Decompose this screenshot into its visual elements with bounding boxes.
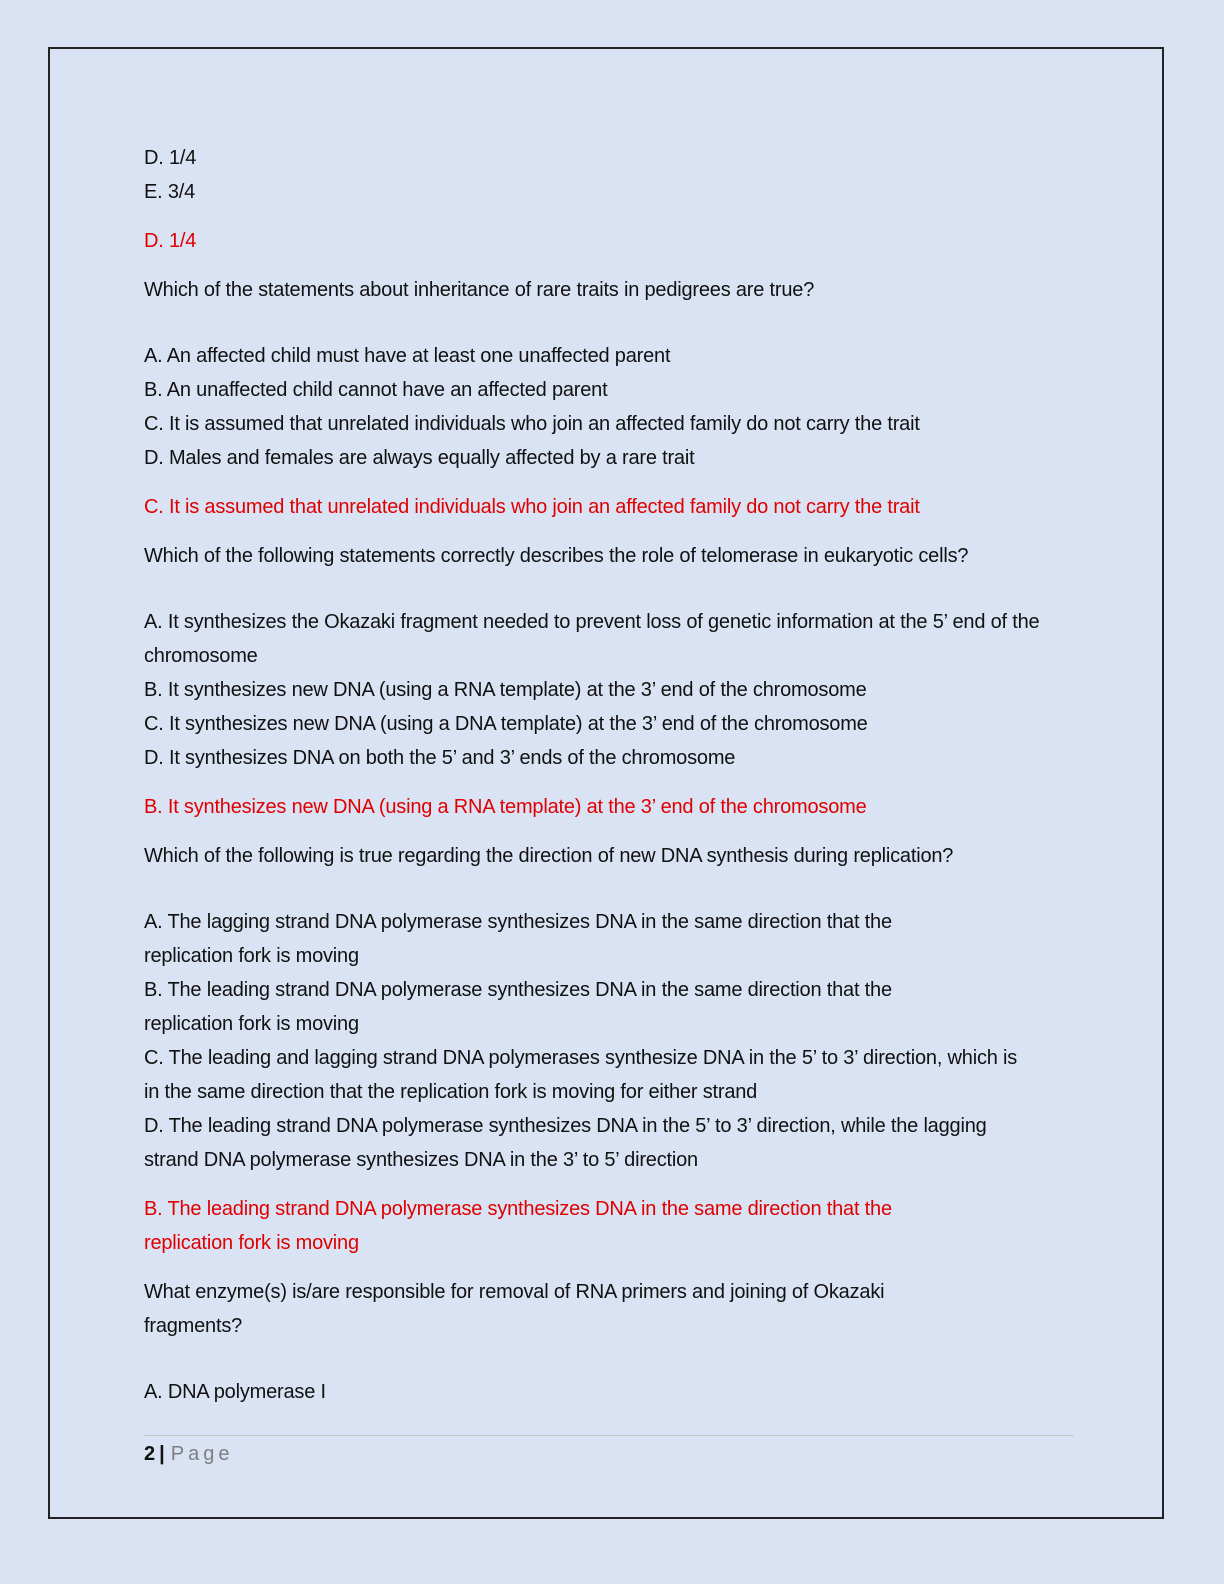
page-footer bbox=[144, 1438, 233, 1470]
question-q2: Which of the following statements correctly describes the role of telomerase in eukaryotic cells? bbox=[144, 545, 969, 567]
answer-q3: B. The leading strand DNA polymerase synthesizes DNA in the same direction that the replication fork is moving bbox=[144, 1198, 892, 1254]
option-q3-b: B. The leading strand DNA polymerase synthesizes DNA in the same direction that the replication fork is moving bbox=[144, 979, 892, 1035]
option-q3-d: D. The leading strand DNA polymerase synthesizes DNA in the 5’ to 3’ direction, while the lagging strand DNA polymerase synthesizes DNA in the 3’ to 5’ direction bbox=[144, 1115, 987, 1171]
answer-q1: C. It is assumed that unrelated individuals who join an affected family do not carry the trait bbox=[144, 496, 920, 518]
footer-divider bbox=[144, 1435, 1074, 1436]
option-q2-b: B. It synthesizes new DNA (using a RNA template) at the 3’ end of the chromosome bbox=[144, 679, 867, 701]
option-q1-c: C. It is assumed that unrelated individuals who join an affected family do not carry the trait bbox=[144, 413, 920, 435]
option-q0-d: D. 1/4 bbox=[144, 147, 197, 169]
option-q3-c: C. The leading and lagging strand DNA polymerases synthesize DNA in the 5’ to 3’ direction, which is in the same direction that the replication fork is moving for either strand bbox=[144, 1047, 1018, 1103]
option-q2-c: C. It synthesizes new DNA (using a DNA template) at the 3’ end of the chromosome bbox=[144, 713, 868, 735]
option-q1-b: B. An unaffected child cannot have an affected parent bbox=[144, 379, 608, 401]
page-number: 2 bbox=[144, 1443, 156, 1465]
question-q4: What enzyme(s) is/are responsible for removal of RNA primers and joining of Okazaki fragments? bbox=[144, 1281, 885, 1337]
question-q1: Which of the statements about inheritance of rare traits in pedigrees are true? bbox=[144, 279, 815, 301]
page-label: Page bbox=[170, 1443, 234, 1465]
answer-q2: B. It synthesizes new DNA (using a RNA template) at the 3’ end of the chromosome bbox=[144, 796, 867, 818]
question-q3: Which of the following is true regarding the direction of new DNA synthesis during replication? bbox=[144, 845, 954, 867]
option-q4-a: A. DNA polymerase I bbox=[144, 1381, 326, 1403]
option-q1-a: A. An affected child must have at least one unaffected parent bbox=[144, 345, 671, 367]
option-q0-e: E. 3/4 bbox=[144, 181, 196, 203]
answer-q0: D. 1/4 bbox=[144, 230, 197, 252]
option-q3-a: A. The lagging strand DNA polymerase synthesizes DNA in the same direction that the replication fork is moving bbox=[144, 911, 892, 967]
footer-separator: | bbox=[159, 1443, 165, 1465]
option-q2-a: A. It synthesizes the Okazaki fragment needed to prevent loss of genetic information at the 5’ end of the chromosome bbox=[144, 611, 1040, 667]
page-content bbox=[144, 141, 1084, 1409]
option-q1-d: D. Males and females are always equally affected by a rare trait bbox=[144, 447, 695, 469]
option-q2-d: D. It synthesizes DNA on both the 5’ and 3’ ends of the chromosome bbox=[144, 747, 736, 769]
